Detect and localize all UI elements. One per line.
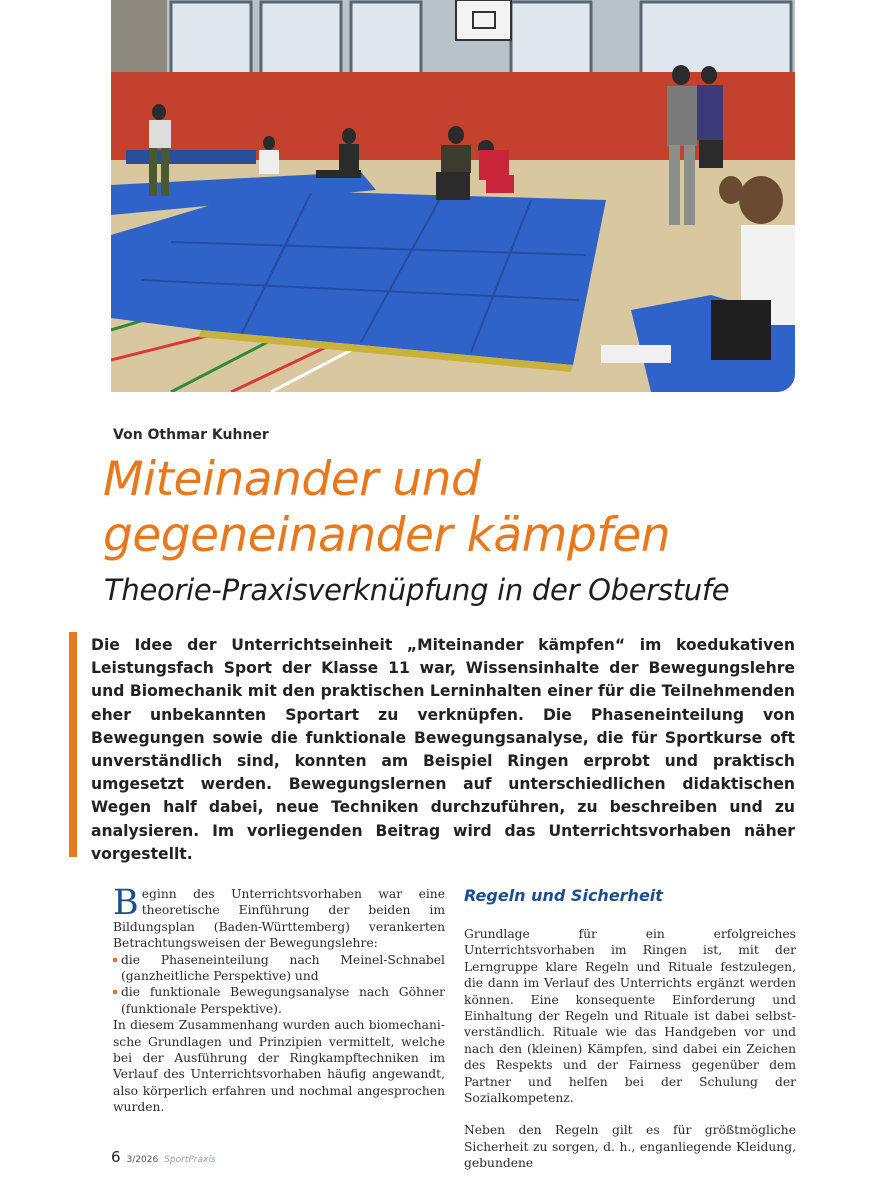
page-footer	[111, 1148, 216, 1168]
rules-paragraph: Grundlage für ein erfolgreiches Unterrichtsvorhaben im Ringen ist, mit der Lerngruppe klare Regeln und Rituale festzulegen, die dann im Verlauf des Unterrichts ergänzt werden können. Eine konsequente Einforderung und Einhaltung der Regeln und Rituale ist dabei selbstverständlich. Rituale wie das Handgeben vor und nach den (kleinen) Kämpfen, sind dabei ein Zeichen des Respekts und der Fairness gegenüber dem Partner und helfen bei der Schulung der Sozialkompetenz.	[464, 927, 796, 1106]
left-column	[113, 883, 445, 1116]
article-subtitle: Theorie-Praxisverknüpfung in der Oberstufe	[104, 573, 730, 607]
title-line-1: Miteinander und	[103, 452, 481, 507]
biomechanics-paragraph: In diesem Zusammenhang wurden auch biomechanische Grundlagen und Prinzipien vermittelt, welche bei der Ausführung der Ringkampftechniken im Verlauf des Unterrichtsvorhaben häufig angewandt, also körperlich erfahren und nochmal angesprochen wurden.	[113, 1018, 445, 1115]
article-photo	[111, 0, 795, 392]
lead-accent-bar	[69, 632, 77, 857]
gymnasium-wrestling-photo	[111, 0, 795, 392]
author-byline: Von Othmar Kuhner	[113, 427, 269, 443]
section-heading: Regeln und Sicherheit	[464, 886, 663, 905]
safety-paragraph: Neben den Regeln gilt es für größtmögliche Sicherheit zu sorgen, d. h., enganliegende Kleidung, gebundene	[464, 1123, 796, 1171]
intro-text: eginn des Unterrichtsvorhaben war eine theoretische Einführung der beiden im Bildungsplan (Baden-Württemberg) verankerten Betrachtungsweisen der Bewegungslehre:	[113, 887, 445, 951]
issue-label: 3/2026	[126, 1155, 159, 1165]
title-line-2: gegeneinander kämpfen	[103, 508, 671, 563]
right-column	[464, 886, 796, 1172]
list-item: die funktionale Bewegungsanalyse nach Göhner (funktionale Perspektive).	[113, 984, 445, 1017]
lead-paragraph: Die Idee der Unterrichtseinheit „Miteinander kämpfen“ im koedukativen Leistungsfach Sport der Klasse 11 war, Wissensinhalte der Bewegungslehre und Biomechanik mit den praktischen Lerninhalten einer für die Teilnehmenden eher unbekannten Sportart zu verknüpfen. Die Phaseneinteilung von Bewegungen sowie die funktionale Bewegungsanalyse, die für Sportkurse oft unverständlich sind, konnten am Beispiel Ringen erprobt und praktisch umgesetzt werden. Bewegungslernen auf unterschiedlichen didaktischen Wegen half dabei, neue Techniken durchzuführen, zu beschreiben und zu analysieren. Im vorliegenden Beitrag wird das Unterrichtsvorhaben näher vorgestellt.	[91, 636, 795, 863]
perspective-list	[113, 952, 445, 1018]
intro-paragraph	[113, 883, 445, 952]
list-item: die Phaseneinteilung nach Meinel-Schnabel (ganzheitliche Perspektive) und	[113, 952, 445, 985]
page-number: 6	[111, 1148, 121, 1166]
drop-cap: B	[113, 883, 139, 923]
magazine-name: SportPraxis	[164, 1155, 216, 1165]
article-title	[103, 452, 843, 564]
